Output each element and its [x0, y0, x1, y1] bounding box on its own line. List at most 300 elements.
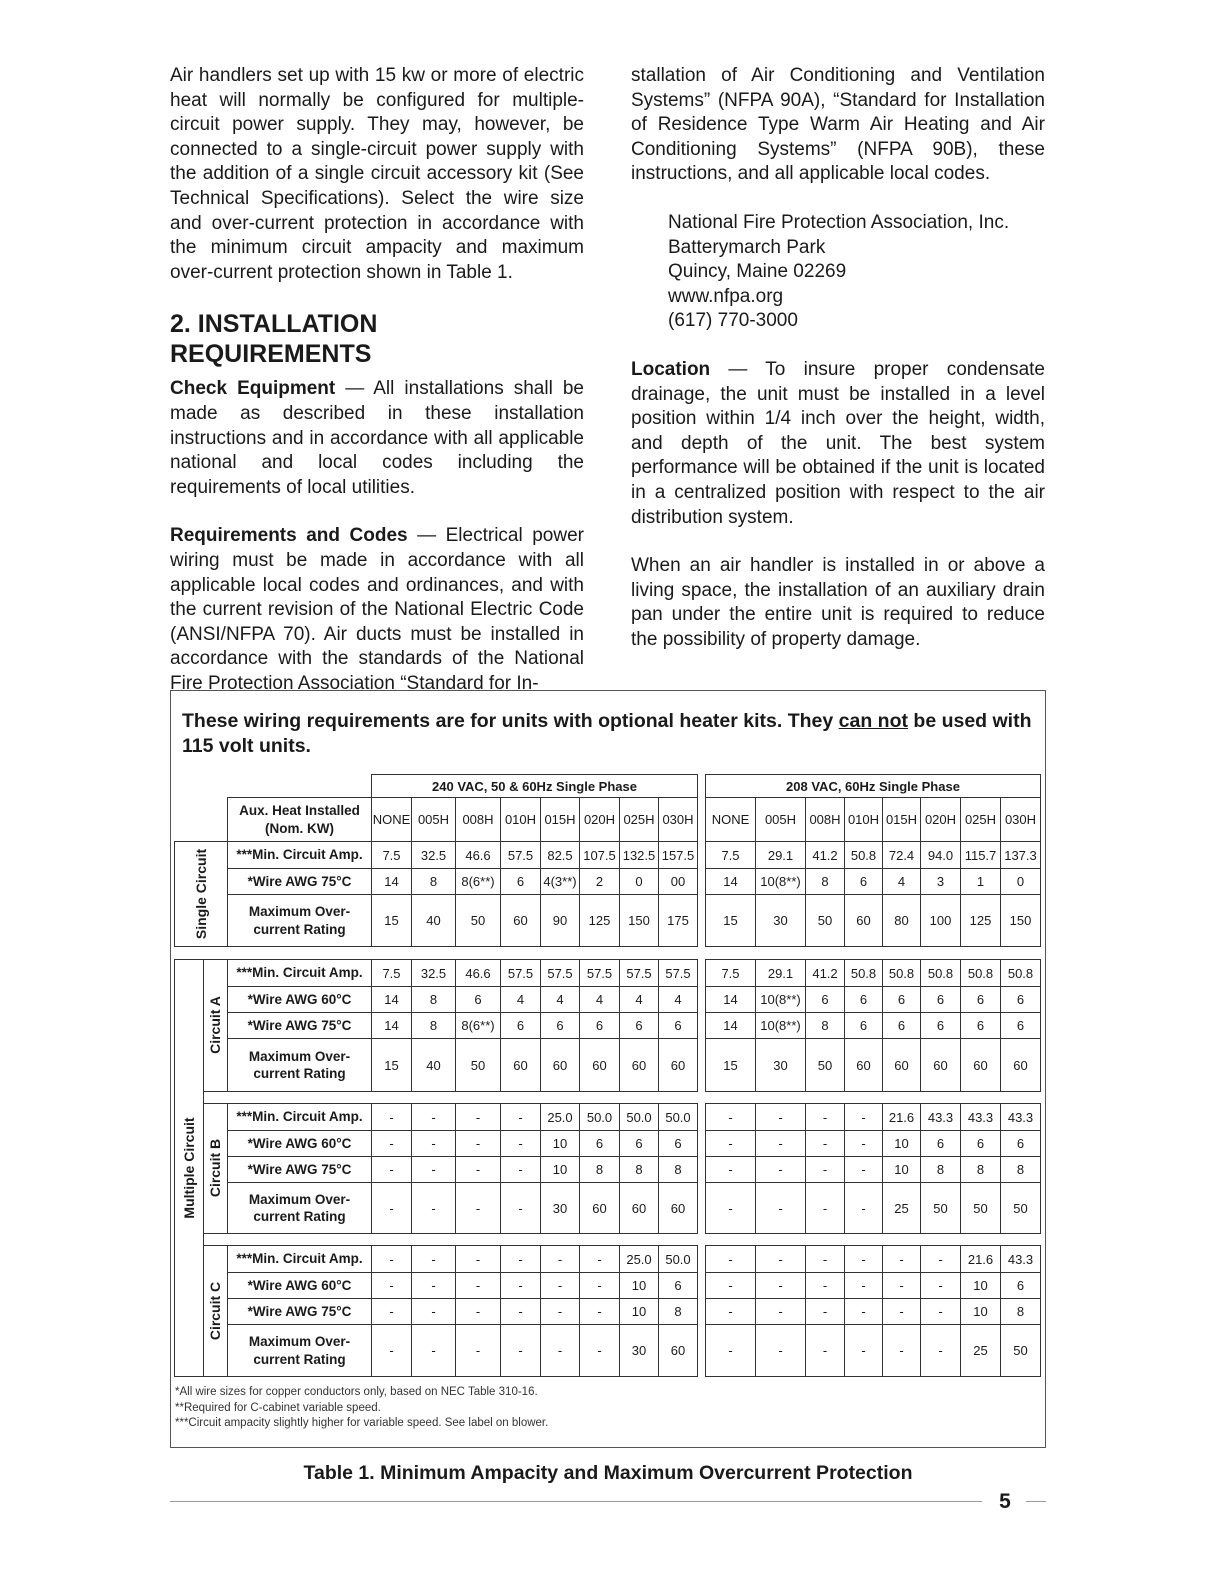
row-label: *Wire AWG 60°C — [227, 1130, 372, 1157]
table-cell-208: 60 — [1000, 1038, 1041, 1092]
table-cell-208: 100 — [920, 894, 961, 947]
table-cell-208: 29.1 — [755, 841, 806, 869]
table-cell-240: - — [540, 1245, 580, 1273]
table-cell-208: 50 — [805, 894, 845, 947]
location-text: — To insure proper condensate drainage, the unit must be installed in a level position within 1/4 inch over the height, width, and depth of the unit. The best system performance will be obtained if the unit is located in a centralized position with respect to the air distribution system. — [631, 358, 1045, 528]
table-cell-240: 8 — [658, 1298, 698, 1325]
address-line: National Fire Protection Association, Inc. — [668, 211, 1010, 233]
table-cell-240: 14 — [371, 868, 412, 895]
table-cell-240: - — [411, 1272, 456, 1299]
table-cell-240: 60 — [540, 1038, 580, 1092]
table-cell-240: 7.5 — [371, 959, 412, 987]
table-cell-208: 21.6 — [960, 1245, 1001, 1273]
column-header-240: 008H — [455, 797, 501, 842]
table-cell-208: 6 — [1000, 986, 1041, 1013]
row-label: *Wire AWG 75°C — [227, 1156, 372, 1183]
table-cell-240: 8 — [579, 1156, 620, 1183]
table-cell-208: - — [882, 1272, 921, 1299]
table-cell-208: 3 — [920, 868, 961, 895]
left-column — [170, 64, 584, 720]
table-cell-208: 1 — [960, 868, 1001, 895]
table-cell-240: 60 — [658, 1182, 698, 1234]
table-cell-208: 10(8**) — [755, 986, 806, 1013]
column-header-240: 020H — [579, 797, 620, 842]
table-cell-240: 10 — [619, 1298, 659, 1325]
table-cell-240: - — [579, 1245, 620, 1273]
table-cell-208: - — [882, 1324, 921, 1377]
table-cell-208: 50.8 — [1000, 959, 1041, 987]
table-cell-208: 43.3 — [960, 1103, 1001, 1131]
table-cell-208: 6 — [960, 1130, 1001, 1157]
table-cell-240: 6 — [619, 1012, 659, 1039]
table-cell-240: 150 — [619, 894, 659, 947]
table-cell-208: - — [705, 1130, 756, 1157]
table-cell-208: - — [805, 1272, 845, 1299]
table-cell-240: 82.5 — [540, 841, 580, 869]
row-label: *Wire AWG 75°C — [227, 1012, 372, 1039]
table-cell-208: 6 — [882, 1012, 921, 1039]
table-cell-240: - — [411, 1245, 456, 1273]
column-header-240: 030H — [658, 797, 698, 842]
table-cell-208: 115.7 — [960, 841, 1001, 869]
table-cell-240: 6 — [579, 1012, 620, 1039]
table-cell-208: - — [920, 1298, 961, 1325]
table-cell-240: 30 — [540, 1182, 580, 1234]
table-cell-208: - — [755, 1182, 806, 1234]
table-cell-240: 60 — [579, 1038, 620, 1092]
table-cell-240: 157.5 — [658, 841, 698, 869]
table-cell-208: - — [844, 1130, 883, 1157]
right-column — [631, 64, 1045, 676]
column-header-240: 010H — [500, 797, 541, 842]
table-cell-240: 15 — [371, 894, 412, 947]
table-cell-208: 6 — [960, 1012, 1001, 1039]
table-cell-240: 6 — [500, 868, 541, 895]
table-cell-208: 10 — [882, 1130, 921, 1157]
table-cell-208: 80 — [882, 894, 921, 947]
table-cell-208: - — [705, 1103, 756, 1131]
location-paragraph — [631, 358, 1045, 530]
table-cell-208: 41.2 — [805, 841, 845, 869]
table-cell-208: 72.4 — [882, 841, 921, 869]
row-label: ***Min. Circuit Amp. — [227, 1245, 372, 1273]
table-cell-208: 10 — [960, 1298, 1001, 1325]
table-cell-240: 50.0 — [658, 1103, 698, 1131]
table-cell-208: 60 — [844, 1038, 883, 1092]
table-cell-240: 0 — [619, 868, 659, 895]
table-cell-208: 6 — [844, 986, 883, 1013]
group-header-240: 240 VAC, 50 & 60Hz Single Phase — [371, 774, 698, 798]
table-cell-208: 8 — [920, 1156, 961, 1183]
row-label: *Wire AWG 75°C — [227, 868, 372, 895]
codes-paragraph — [170, 524, 584, 696]
table-cell-240: 4 — [500, 986, 541, 1013]
title-text: These wiring requirements are for units with optional heater kits. They — [182, 710, 839, 732]
table-cell-240: 6 — [658, 1012, 698, 1039]
table-cell-240: - — [411, 1130, 456, 1157]
table-cell-208: 50 — [1000, 1324, 1041, 1377]
intro-paragraph: Air handlers set up with 15 kw or more of electric heat will normally be configured for multiple-circuit power supply. They may, however, be connected to a single-circuit power supply with the addition of a single circuit accessory kit (See Technical Specifications). Select the wire size and over-current protection in accordance with the minimum circuit ampacity and maximum over-current protection shown in Table 1. — [170, 65, 584, 283]
table-cell-208: 10(8**) — [755, 1012, 806, 1039]
table-cell-240: 60 — [500, 894, 541, 947]
table-cell-208: - — [920, 1324, 961, 1377]
aux-heat-label: Aux. Heat Installed (Nom. KW) — [227, 797, 372, 842]
table-cell-240: 60 — [500, 1038, 541, 1092]
table-cell-208: 50.8 — [920, 959, 961, 987]
table-cell-208: 125 — [960, 894, 1001, 947]
table-cell-208: - — [844, 1272, 883, 1299]
table-caption: Table 1. Minimum Ampacity and Maximum Overcurrent Protection — [303, 1462, 913, 1484]
table-cell-208: 60 — [844, 894, 883, 947]
table-cell-208: 6 — [844, 868, 883, 895]
table-cell-208: 6 — [920, 1012, 961, 1039]
table-cell-208: 6 — [960, 986, 1001, 1013]
table-cell-240: 14 — [371, 986, 412, 1013]
living-space-paragraph: When an air handler is installed in or above a living space, the installation of an auxiliary drain pan under the entire unit is required to reduce the possibility of property damage. — [631, 555, 1045, 650]
section-heading: 2. INSTALLATION REQUIREMENTS — [170, 310, 378, 369]
table-cell-240: - — [371, 1298, 412, 1325]
table-cell-240: 32.5 — [411, 959, 456, 987]
table-cell-240: 8 — [619, 1156, 659, 1183]
table-cell-208: 0 — [1000, 868, 1041, 895]
table-cell-240: 57.5 — [619, 959, 659, 987]
codes-text: — Electrical power wiring must be made in accordance with all applicable local codes and ordinances, and with the current revision of the National Electric Code (ANSI/NFPA 70). Air ducts must be installed in accordance with the standards of the National Fire Protection Association “Standard for In- — [170, 525, 584, 694]
table-cell-240: 8(6**) — [455, 1012, 501, 1039]
table-cell-240: - — [579, 1272, 620, 1299]
table-cell-240: - — [579, 1298, 620, 1325]
table-cell-208: - — [705, 1245, 756, 1273]
table-cell-208: - — [705, 1324, 756, 1377]
address-line: Quincy, Maine 02269 — [668, 261, 847, 283]
page-number: 5 — [999, 1490, 1011, 1513]
row-label: *Wire AWG 60°C — [227, 1272, 372, 1299]
table-cell-208: - — [705, 1182, 756, 1234]
table-cell-240: 57.5 — [500, 841, 541, 869]
table-cell-240: - — [371, 1156, 412, 1183]
table-cell-208: - — [844, 1156, 883, 1183]
table-cell-240: 6 — [579, 1130, 620, 1157]
table-cell-208: - — [755, 1103, 806, 1131]
single-circuit-group-label: Single Circuit — [192, 848, 209, 939]
table-cell-208: 25 — [882, 1182, 921, 1234]
table-cell-240: 4(3**) — [540, 868, 580, 895]
table-cell-208: 30 — [755, 894, 806, 947]
table-cell-208: 43.3 — [1000, 1103, 1041, 1131]
table-cell-208: - — [920, 1272, 961, 1299]
table-cell-208: 8 — [960, 1156, 1001, 1183]
table-cell-240: 6 — [658, 1130, 698, 1157]
table-cell-240: 4 — [658, 986, 698, 1013]
table-cell-240: 60 — [619, 1182, 659, 1234]
table-cell-208: - — [705, 1156, 756, 1183]
table-cell-240: 60 — [658, 1038, 698, 1092]
group-header-208: 208 VAC, 60Hz Single Phase — [705, 774, 1041, 798]
footer-rule — [1026, 1501, 1046, 1502]
table-cell-240: 6 — [500, 1012, 541, 1039]
table-cell-208: - — [882, 1245, 921, 1273]
table-cell-208: 7.5 — [705, 841, 756, 869]
table-cell-240: - — [411, 1182, 456, 1234]
table-cell-208: - — [755, 1324, 806, 1377]
table-cell-240: - — [500, 1245, 541, 1273]
row-label: ***Min. Circuit Amp. — [227, 959, 372, 987]
table-cell-240: 40 — [411, 894, 456, 947]
table-cell-208: - — [805, 1103, 845, 1131]
table-cell-240: 4 — [579, 986, 620, 1013]
table-cell-240: 30 — [619, 1324, 659, 1377]
table-cell-208: 50 — [805, 1038, 845, 1092]
table-cell-208: - — [805, 1324, 845, 1377]
table-cell-240: - — [411, 1324, 456, 1377]
table-cell-240: - — [371, 1245, 412, 1273]
column-header-240: 025H — [619, 797, 659, 842]
table-cell-208: - — [805, 1130, 845, 1157]
continuation-paragraph: stallation of Air Conditioning and Ventilation Systems” (NFPA 90A), “Standard for Installation of Residence Type Warm Air Heating and Air Conditioning Systems” (NFPA 90B), these instructions, and all applicable local codes. — [631, 65, 1045, 185]
table-cell-240: 6 — [540, 1012, 580, 1039]
table-cell-208: 6 — [882, 986, 921, 1013]
table-cell-240: 125 — [579, 894, 620, 947]
table-cell-240: 2 — [579, 868, 620, 895]
circuit-a-group-label: Circuit A — [207, 996, 223, 1054]
table-cell-240: 50 — [455, 894, 501, 947]
table-cell-240: - — [500, 1182, 541, 1234]
table-cell-240: - — [371, 1324, 412, 1377]
table-cell-240: 175 — [658, 894, 698, 947]
table-cell-240: - — [411, 1298, 456, 1325]
table-cell-208: - — [705, 1298, 756, 1325]
table-cell-240: 50.0 — [658, 1245, 698, 1273]
table-cell-240: 7.5 — [371, 841, 412, 869]
row-label: Maximum Over-current Rating — [227, 1038, 372, 1092]
table-cell-208: - — [920, 1245, 961, 1273]
circuit-c-group-label: Circuit C — [207, 1281, 223, 1340]
table-cell-240: 14 — [371, 1012, 412, 1039]
row-label: *Wire AWG 75°C — [227, 1298, 372, 1325]
table-cell-208: - — [805, 1298, 845, 1325]
table-cell-240: - — [455, 1103, 501, 1131]
table-cell-240: 25.0 — [619, 1245, 659, 1273]
table-cell-240: 4 — [619, 986, 659, 1013]
footnote: **Required for C-cabinet variable speed. — [175, 1401, 381, 1414]
table-cell-208: 6 — [805, 986, 845, 1013]
table-cell-208: - — [805, 1156, 845, 1183]
location-lead: Location — [631, 358, 711, 380]
table-cell-208: - — [705, 1272, 756, 1299]
table-cell-208: 60 — [960, 1038, 1001, 1092]
table-cell-240: - — [455, 1272, 501, 1299]
table-cell-240: 8 — [411, 1012, 456, 1039]
column-header-208: 025H — [960, 797, 1001, 842]
row-label: Maximum Over-current Rating — [227, 1324, 372, 1377]
table-cell-240: - — [411, 1156, 456, 1183]
table-cell-240: 8 — [411, 868, 456, 895]
table-box — [170, 690, 1046, 1448]
table-cell-240: - — [540, 1298, 580, 1325]
table-cell-240: - — [411, 1103, 456, 1131]
table-cell-208: 8 — [805, 1012, 845, 1039]
table-cell-208: 15 — [705, 894, 756, 947]
column-header-208: 020H — [920, 797, 961, 842]
table-cell-208: 43.3 — [1000, 1245, 1041, 1273]
table-cell-208: 30 — [755, 1038, 806, 1092]
table-cell-208: - — [755, 1298, 806, 1325]
table-cell-240: 50.0 — [619, 1103, 659, 1131]
column-header-208: 015H — [882, 797, 921, 842]
table-cell-240: 57.5 — [540, 959, 580, 987]
table-cell-240: 46.6 — [455, 959, 501, 987]
table-cell-240: 107.5 — [579, 841, 620, 869]
table-cell-208: 14 — [705, 1012, 756, 1039]
table-cell-240: 25.0 — [540, 1103, 580, 1131]
table-box-title — [182, 709, 1032, 759]
table-cell-208: 41.2 — [805, 959, 845, 987]
table-cell-240: 00 — [658, 868, 698, 895]
table-cell-240: 46.6 — [455, 841, 501, 869]
table-cell-240: 60 — [579, 1182, 620, 1234]
table-cell-208: - — [755, 1156, 806, 1183]
table-cell-240: - — [455, 1324, 501, 1377]
multiple-circuit-group-label: Multiple Circuit — [180, 1116, 197, 1219]
table-cell-240: - — [455, 1298, 501, 1325]
table-cell-208: - — [755, 1245, 806, 1273]
table-cell-208: 50 — [920, 1182, 961, 1234]
table-cell-208: 60 — [882, 1038, 921, 1092]
table-cell-208: 6 — [1000, 1012, 1041, 1039]
title-text-end: be used with 115 volt units. — [182, 710, 1032, 757]
table-cell-208: - — [755, 1272, 806, 1299]
table-cell-240: - — [500, 1298, 541, 1325]
table-cell-208: 6 — [1000, 1130, 1041, 1157]
table-cell-208: 8 — [805, 868, 845, 895]
table-cell-208: 10 — [882, 1156, 921, 1183]
table-cell-208: 43.3 — [920, 1103, 961, 1131]
table-cell-208: - — [805, 1182, 845, 1234]
table-cell-208: 6 — [920, 1130, 961, 1157]
table-cell-208: 10 — [960, 1272, 1001, 1299]
table-cell-208: 10(8**) — [755, 868, 806, 895]
table-cell-240: - — [455, 1182, 501, 1234]
table-cell-208: 6 — [844, 1012, 883, 1039]
table-cell-240: - — [500, 1324, 541, 1377]
table-cell-240: - — [540, 1272, 580, 1299]
title-underlined: can not — [838, 710, 908, 732]
table-cell-208: 21.6 — [882, 1103, 921, 1131]
table-cell-240: 132.5 — [619, 841, 659, 869]
table-cell-208: - — [882, 1298, 921, 1325]
table-cell-240: 6 — [658, 1272, 698, 1299]
table-cell-240: 8(6**) — [455, 868, 501, 895]
table-cell-208: - — [844, 1324, 883, 1377]
table-cell-240: - — [500, 1130, 541, 1157]
table-cell-240: 6 — [619, 1130, 659, 1157]
row-label: ***Min. Circuit Amp. — [227, 1103, 372, 1131]
table-cell-208: 60 — [920, 1038, 961, 1092]
footnote: *All wire sizes for copper conductors only, based on NEC Table 310-16. — [175, 1386, 538, 1398]
table-cell-240: - — [500, 1156, 541, 1183]
column-header-208: 008H — [805, 797, 845, 842]
table-cell-208: 6 — [1000, 1272, 1041, 1299]
table-cell-240: - — [371, 1182, 412, 1234]
column-header-208: NONE — [705, 797, 756, 842]
table-cell-240: 57.5 — [658, 959, 698, 987]
table-cell-240: 32.5 — [411, 841, 456, 869]
row-label: Maximum Over-current Rating — [227, 1182, 372, 1234]
row-label: ***Min. Circuit Amp. — [227, 841, 372, 869]
table-cell-240: - — [371, 1130, 412, 1157]
table-cell-240: - — [455, 1245, 501, 1273]
table-cell-208: 8 — [1000, 1298, 1041, 1325]
table-cell-208: 14 — [705, 868, 756, 895]
table-cell-240: - — [500, 1103, 541, 1131]
table-cell-240: 6 — [455, 986, 501, 1013]
check-equipment-lead: Check Equipment — [170, 378, 336, 400]
address-line: www.nfpa.org — [668, 285, 784, 307]
table-cell-208: 50 — [1000, 1182, 1041, 1234]
column-header-240: 015H — [540, 797, 580, 842]
address-line: Batterymarch Park — [668, 236, 826, 258]
table-cell-240: 57.5 — [500, 959, 541, 987]
table-cell-208: 150 — [1000, 894, 1041, 947]
table-cell-208: 8 — [1000, 1156, 1041, 1183]
table-cell-208: 15 — [705, 1038, 756, 1092]
table-cell-240: 90 — [540, 894, 580, 947]
table-cell-240: - — [371, 1103, 412, 1131]
table-cell-240: 50 — [455, 1038, 501, 1092]
table-cell-240: - — [455, 1130, 501, 1157]
table-cell-240: - — [579, 1324, 620, 1377]
table-cell-208: - — [755, 1130, 806, 1157]
check-equipment-text: — All installations shall be made as described in these installation instructions and in accordance with all applicable national and local codes including the requirements of local utilities. — [170, 378, 584, 498]
table-cell-240: 10 — [540, 1130, 580, 1157]
table-cell-208: 50.8 — [844, 841, 883, 869]
column-header-208: 005H — [755, 797, 806, 842]
table-cell-208: 94.0 — [920, 841, 961, 869]
table-cell-240: 8 — [658, 1156, 698, 1183]
circuit-b-group-label: Circuit B — [207, 1138, 223, 1198]
footnotes — [175, 1385, 548, 1432]
table-cell-240: 57.5 — [579, 959, 620, 987]
table-cell-240: - — [540, 1324, 580, 1377]
footer-rule — [170, 1501, 982, 1502]
table-cell-208: - — [844, 1103, 883, 1131]
table-cell-208: 50.8 — [960, 959, 1001, 987]
table-cell-208: - — [844, 1298, 883, 1325]
table-cell-240: 15 — [371, 1038, 412, 1092]
check-equipment-paragraph — [170, 377, 584, 500]
table-cell-208: 7.5 — [705, 959, 756, 987]
table-cell-208: 25 — [960, 1324, 1001, 1377]
table-cell-240: - — [455, 1156, 501, 1183]
row-label: *Wire AWG 60°C — [227, 986, 372, 1013]
table-cell-208: 50.8 — [844, 959, 883, 987]
footnote: ***Circuit ampacity slightly higher for variable speed. See label on blower. — [175, 1417, 549, 1429]
table-cell-208: 29.1 — [755, 959, 806, 987]
table-cell-240: 40 — [411, 1038, 456, 1092]
column-header-240: NONE — [371, 797, 412, 842]
table-cell-208: 50 — [960, 1182, 1001, 1234]
table-cell-240: 10 — [619, 1272, 659, 1299]
column-header-208: 030H — [1000, 797, 1041, 842]
column-header-208: 010H — [844, 797, 883, 842]
table-cell-240: 4 — [540, 986, 580, 1013]
nfpa-address — [668, 211, 1045, 334]
table-cell-208: - — [844, 1245, 883, 1273]
row-label: Maximum Over-current Rating — [227, 894, 372, 947]
table-cell-240: 60 — [619, 1038, 659, 1092]
table-cell-208: 50.8 — [882, 959, 921, 987]
codes-lead: Requirements and Codes — [170, 525, 408, 547]
table-cell-240: - — [371, 1272, 412, 1299]
